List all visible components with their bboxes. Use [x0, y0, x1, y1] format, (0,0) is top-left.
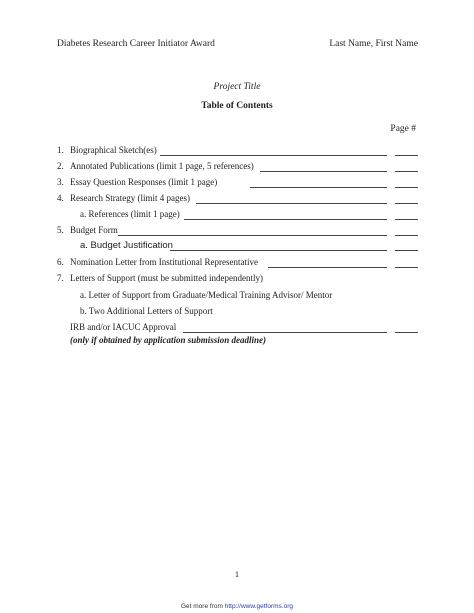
- toc-row: [0, 225, 474, 239]
- toc-row: [0, 322, 474, 336]
- toc-entry: Letters of Support (must be submitted independently): [70, 273, 263, 283]
- toc-page-blank[interactable]: [395, 171, 418, 172]
- toc-row: [0, 240, 474, 254]
- toc-row: [0, 177, 474, 191]
- page-number: 1: [234, 569, 240, 579]
- toc-number: 4.: [57, 193, 64, 203]
- toc-leader-line: [170, 250, 387, 251]
- toc-number: 5.: [57, 225, 64, 235]
- toc-leader-line: [183, 332, 387, 333]
- toc-row: [0, 145, 474, 159]
- toc-row: [0, 209, 474, 223]
- toc-entry: Budget Form: [70, 225, 118, 235]
- toc-entry: Annotated Publications (limit 1 page, 5 references): [70, 161, 254, 171]
- toc-row: [0, 306, 474, 320]
- toc-page-blank[interactable]: [395, 155, 418, 156]
- footer: [0, 603, 474, 610]
- header-applicant-name: Last Name, First Name: [329, 39, 418, 49]
- toc-row: [0, 193, 474, 207]
- toc-page-blank[interactable]: [395, 267, 418, 268]
- toc-leader-line: [250, 187, 387, 188]
- toc-leader-line: [184, 219, 387, 220]
- toc-number: 2.: [57, 161, 64, 171]
- toc-number: 6.: [57, 257, 64, 267]
- toc-number: 3.: [57, 177, 64, 187]
- toc-page-blank[interactable]: [395, 235, 418, 236]
- toc-row: [0, 290, 474, 304]
- toc-entry: Essay Question Responses (limit 1 page): [70, 177, 218, 187]
- toc-entry: a. References (limit 1 page): [80, 209, 180, 219]
- toc-page-blank[interactable]: [395, 187, 418, 188]
- irb-note: (only if obtained by application submission deadline): [70, 335, 267, 345]
- toc-entry: a. Budget Justification: [80, 240, 173, 251]
- footer-link[interactable]: http://www.getforms.org: [224, 603, 293, 610]
- footer-prefix: Get more from: [181, 603, 223, 610]
- toc-leader-line: [196, 203, 387, 204]
- toc-page-blank[interactable]: [395, 332, 418, 333]
- toc-entry: IRB and/or IACUC Approval: [70, 322, 177, 332]
- toc-entry: b. Two Additional Letters of Support: [80, 306, 213, 316]
- header-award-name: Diabetes Research Career Initiator Award: [57, 39, 215, 49]
- page-column-header: Page #: [390, 124, 416, 134]
- toc-entry: Biographical Sketch(es): [70, 145, 157, 155]
- toc-page-blank[interactable]: [395, 219, 418, 220]
- toc-entry: Research Strategy (limit 4 pages): [70, 193, 190, 203]
- toc-entry: a. Letter of Support from Graduate/Medical Training Advisor/ Mentor: [80, 290, 333, 300]
- toc-row: [0, 161, 474, 175]
- toc-row: [0, 257, 474, 271]
- toc-page-blank[interactable]: [395, 203, 418, 204]
- toc-leader-line: [268, 267, 387, 268]
- toc-number: 7.: [57, 273, 64, 283]
- toc-page-blank[interactable]: [395, 250, 418, 251]
- toc-row: [0, 273, 474, 287]
- toc-leader-line: [118, 235, 387, 236]
- toc-leader-line: [260, 171, 387, 172]
- toc-entry: Nomination Letter from Institutional Representative: [70, 257, 258, 267]
- toc-number: 1.: [57, 145, 64, 155]
- toc-title: Table of Contents: [201, 101, 273, 111]
- project-title: Project Title: [213, 82, 261, 92]
- toc-leader-line: [160, 155, 387, 156]
